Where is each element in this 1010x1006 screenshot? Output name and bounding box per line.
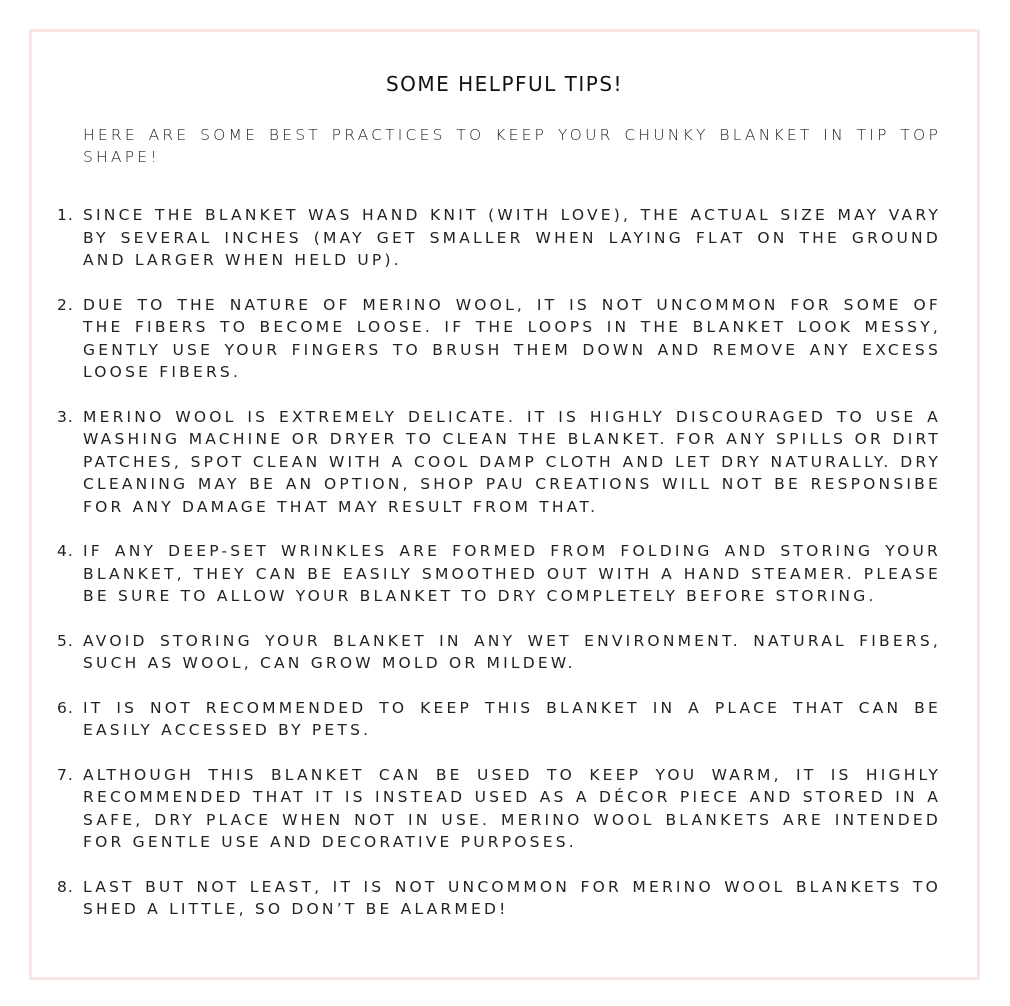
list-item: [57, 540, 941, 608]
list-item-number: 3.: [57, 407, 74, 426]
list-item: [57, 204, 941, 272]
list-item-text: SINCE THE BLANKET WAS HAND KNIT (WITH LOVE), THE ACTUAL SIZE MAY VARY BY SEVERAL INCHES (MAY GET SMALLER WHEN LAYING FLAT ON THE GROUND AND LARGER WHEN HELD UP).: [83, 206, 941, 269]
list-item-number: 2.: [57, 295, 74, 314]
list-item: [57, 406, 941, 519]
list-item-text: IF ANY DEEP-SET WRINKLES ARE FORMED FROM FOLDING AND STORING YOUR BLANKET, THEY CAN BE EASILY SMOOTHED OUT WITH A HAND STEAMER. PLEASE BE SURE TO ALLOW YOUR BLANKET TO DRY COMPLETELY BEFORE STORING.: [83, 542, 941, 605]
list-item-number: 5.: [57, 631, 74, 650]
list-item: [57, 876, 941, 921]
intro-text: HERE ARE SOME BEST PRACTICES TO KEEP YOUR CHUNKY BLANKET IN TIP TOP SHAPE!: [83, 126, 941, 166]
list-item: [57, 764, 941, 854]
list-item: [57, 294, 941, 384]
list-item-number: 7.: [57, 765, 74, 784]
tips-list: [57, 204, 941, 943]
list-item-number: 8.: [57, 877, 74, 896]
list-item-text: AVOID STORING YOUR BLANKET IN ANY WET ENVIRONMENT. NATURAL FIBERS, SUCH AS WOOL, CAN GROW MOLD OR MILDEW.: [83, 631, 941, 672]
list-item: [57, 697, 941, 742]
list-item: [57, 630, 941, 675]
list-item-number: 1.: [57, 206, 74, 224]
list-item-text: MERINO WOOL IS EXTREMELY DELICATE. IT IS HIGHLY DISCOURAGED TO USE A WASHING MACHINE OR DRYER TO CLEAN THE BLANKET. FOR ANY SPILLS OR DIRT PATCHES, SPOT CLEAN WITH A COOL DAMP CLOTH AND LET DRY NATURALLY. DRY CLEANING MAY BE AN OPTION, SHOP PAU CREATIONS WILL NOT BE RESPONSIBE FOR ANY DAMAGE THAT MAY RESULT FROM THAT.: [83, 407, 941, 516]
list-item-text: ALTHOUGH THIS BLANKET CAN BE USED TO KEEP YOU WARM, IT IS HIGHLY RECOMMENDED THAT IT IS INSTEAD USED AS A DÉCOR PIECE AND STORED IN A SAFE, DRY PLACE WHEN NOT IN USE. MERINO WOOL BLANKETS ARE INTENDED FOR GENTLE USE AND DECORATIVE PURPOSES.: [83, 765, 941, 851]
list-item-text: DUE TO THE NATURE OF MERINO WOOL, IT IS NOT UNCOMMON FOR SOME OF THE FIBERS TO BECOME LOOSE. IF THE LOOPS IN THE BLANKET LOOK MESSY, GENTLY USE YOUR FINGERS TO BRUSH THEM DOWN AND REMOVE ANY EXCESS LOOSE FIBERS.: [83, 295, 941, 381]
list-item-text: LAST BUT NOT LEAST, IT IS NOT UNCOMMON FOR MERINO WOOL BLANKETS TO SHED A LITTLE, SO DON’T BE ALARMED!: [83, 877, 941, 918]
page-title: SOME HELPFUL TIPS!: [385, 72, 624, 96]
tips-card: [29, 29, 980, 980]
list-item-number: 6.: [57, 698, 74, 717]
list-item-number: 4.: [57, 542, 74, 560]
list-item-text: IT IS NOT RECOMMENDED TO KEEP THIS BLANKET IN A PLACE THAT CAN BE EASILY ACCESSED BY PETS.: [83, 698, 941, 739]
